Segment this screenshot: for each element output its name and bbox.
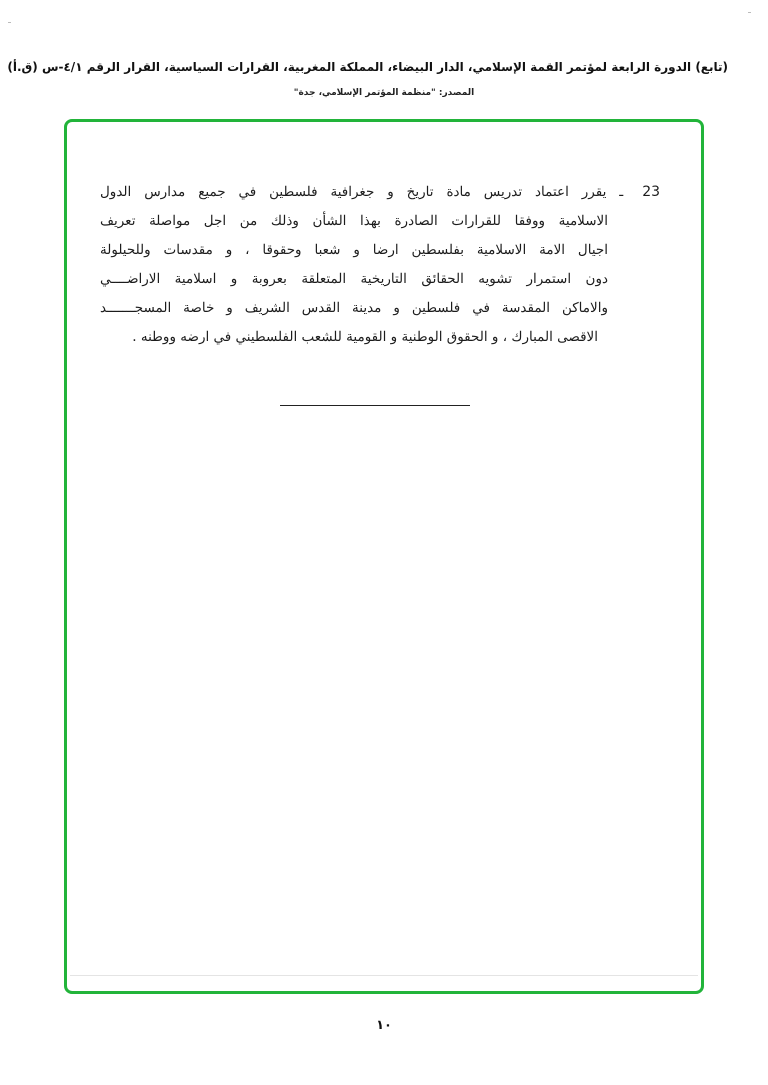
scan-speck bbox=[748, 12, 751, 13]
section-end-rule bbox=[280, 405, 470, 406]
page-number: ١٠ bbox=[376, 1018, 392, 1033]
paragraph-line-1 bbox=[100, 178, 660, 207]
paragraph-line-3: اجيال الامة الاسلامية بفلسطين ارضا و شعبا وحقوقا ، و مقدسات وللحيلولة bbox=[100, 242, 608, 258]
paragraph-line-4: دون استمرار تشويه الحقائق التاريخية المتعلقة بعروبة و اسلامية الاراضــــي bbox=[100, 271, 608, 287]
frame-bottom-divider bbox=[70, 975, 698, 976]
resolution-paragraph bbox=[100, 178, 660, 352]
document-header-title: (تابع) الدورة الرابعة لمؤتمر القمة الإسلامي، الدار البيضاء، المملكة المغربية، القرارات السياسية، القرار الرقم ٤/١-س (ق.أ) bbox=[7, 60, 728, 74]
paragraph-line-2: الاسلامية ووفقا للقرارات الصادرة بهذا الشأن وذلك من اجل مواصلة تعريف bbox=[100, 213, 608, 229]
item-number: 23 bbox=[642, 184, 661, 200]
document-source-line: المصدر: "منظمة المؤتمر الإسلامي، جدة" bbox=[293, 88, 475, 98]
paragraph-line-6: الاقصى المبارك ، و الحقوق الوطنية و القومية للشعب الفلسطيني في ارضه ووطنه . bbox=[132, 329, 598, 345]
paragraph-line-1-text: يقرر اعتماد تدريس مادة تاريخ و جغرافية فلسطين في جميع مدارس الدول bbox=[100, 184, 607, 200]
scan-speck bbox=[8, 22, 11, 23]
item-dash: ـ bbox=[619, 184, 624, 200]
paragraph-line-5: والاماكن المقدسة في فلسطين و مدينة القدس الشريف و خاصة المسجـــــــد bbox=[100, 300, 608, 316]
